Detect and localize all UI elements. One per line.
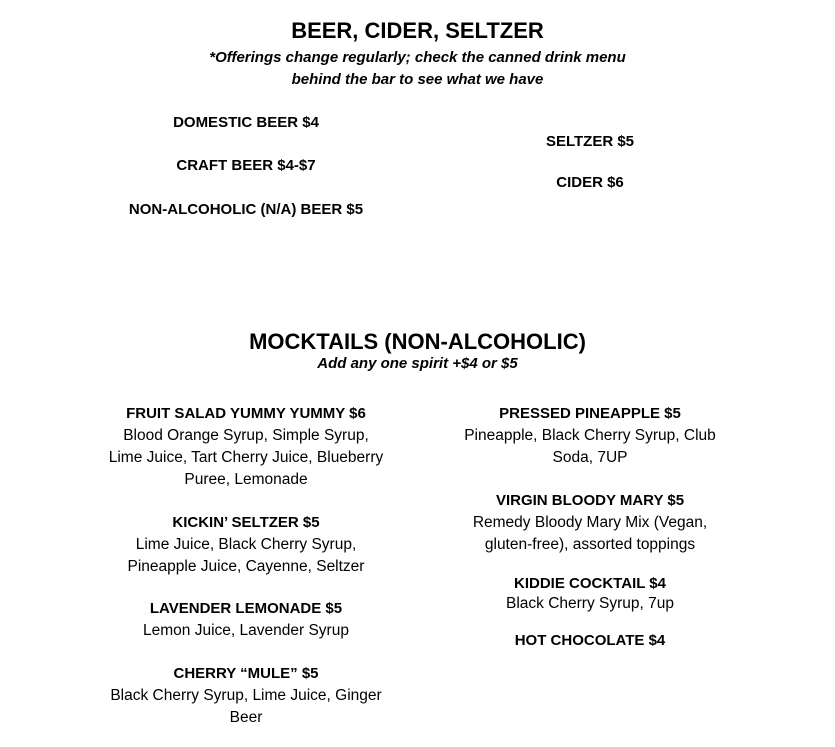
beer-section-title: BEER, CIDER, SELTZER (291, 18, 544, 43)
domestic-beer-item: DOMESTIC BEER $4 (173, 114, 319, 131)
item-name: FRUIT SALAD YUMMY YUMMY $6 (126, 405, 366, 422)
item-description-line: Black Cherry Syrup, Lime Juice, Ginger (110, 687, 382, 704)
beer-section-note-line-2: behind the bar to see what we have (291, 71, 544, 88)
item-description-line: Lime Juice, Black Cherry Syrup, (135, 536, 357, 553)
menu-item-kickin-seltzer (90, 512, 402, 578)
item-description-line: Remedy Bloody Mary Mix (Vegan, (472, 514, 708, 531)
item-description-line: Beer (229, 709, 263, 726)
menu-item-kiddie-cocktail (440, 574, 740, 614)
menu-item-fruit-salad (90, 403, 402, 491)
item-name: KICKIN’ SELTZER $5 (172, 514, 320, 531)
non-alcoholic-beer-item: NON-ALCOHOLIC (N/A) BEER $5 (128, 201, 364, 218)
item-description-line: Pineapple Juice, Cayenne, Seltzer (127, 558, 365, 575)
seltzer-item: SELTZER $5 (545, 133, 635, 150)
item-description-line: Black Cherry Syrup, 7up (506, 595, 674, 612)
item-description-line: Lime Juice, Tart Cherry Juice, Blueberry (108, 449, 384, 466)
mocktails-section-subtitle: Add any one spirit +$4 or $5 (317, 355, 518, 372)
item-description-line: Pineapple, Black Cherry Syrup, Club (464, 427, 716, 444)
menu-item-cherry-mule (90, 663, 402, 729)
item-description-line: Lemon Juice, Lavender Syrup (143, 622, 349, 639)
item-description-line: gluten-free), assorted toppings (484, 536, 696, 553)
item-name: PRESSED PINEAPPLE $5 (499, 405, 681, 422)
cider-item: CIDER $6 (556, 174, 624, 191)
item-description-line: Puree, Lemonade (184, 471, 308, 488)
item-description-line: Soda, 7UP (552, 449, 628, 466)
menu-item-pressed-pineapple (440, 403, 740, 469)
menu-item-virgin-bloody-mary (440, 490, 740, 556)
beer-section-note-line-1: *Offerings change regularly; check the canned drink menu (209, 49, 626, 66)
item-description-line: Blood Orange Syrup, Simple Syrup, (123, 427, 369, 444)
item-name: HOT CHOCOLATE $4 (514, 632, 666, 649)
mocktails-section-title: MOCKTAILS (NON-ALCOHOLIC) (249, 329, 586, 354)
menu-item-hot-chocolate (440, 630, 740, 652)
menu-item-lavender-lemonade (90, 598, 402, 642)
item-name: CHERRY “MULE” $5 (173, 665, 319, 682)
item-name: VIRGIN BLOODY MARY $5 (495, 492, 685, 509)
craft-beer-item: CRAFT BEER $4-$7 (176, 157, 316, 174)
item-name: KIDDIE COCKTAIL $4 (514, 575, 666, 592)
item-name: LAVENDER LEMONADE $5 (149, 600, 343, 617)
